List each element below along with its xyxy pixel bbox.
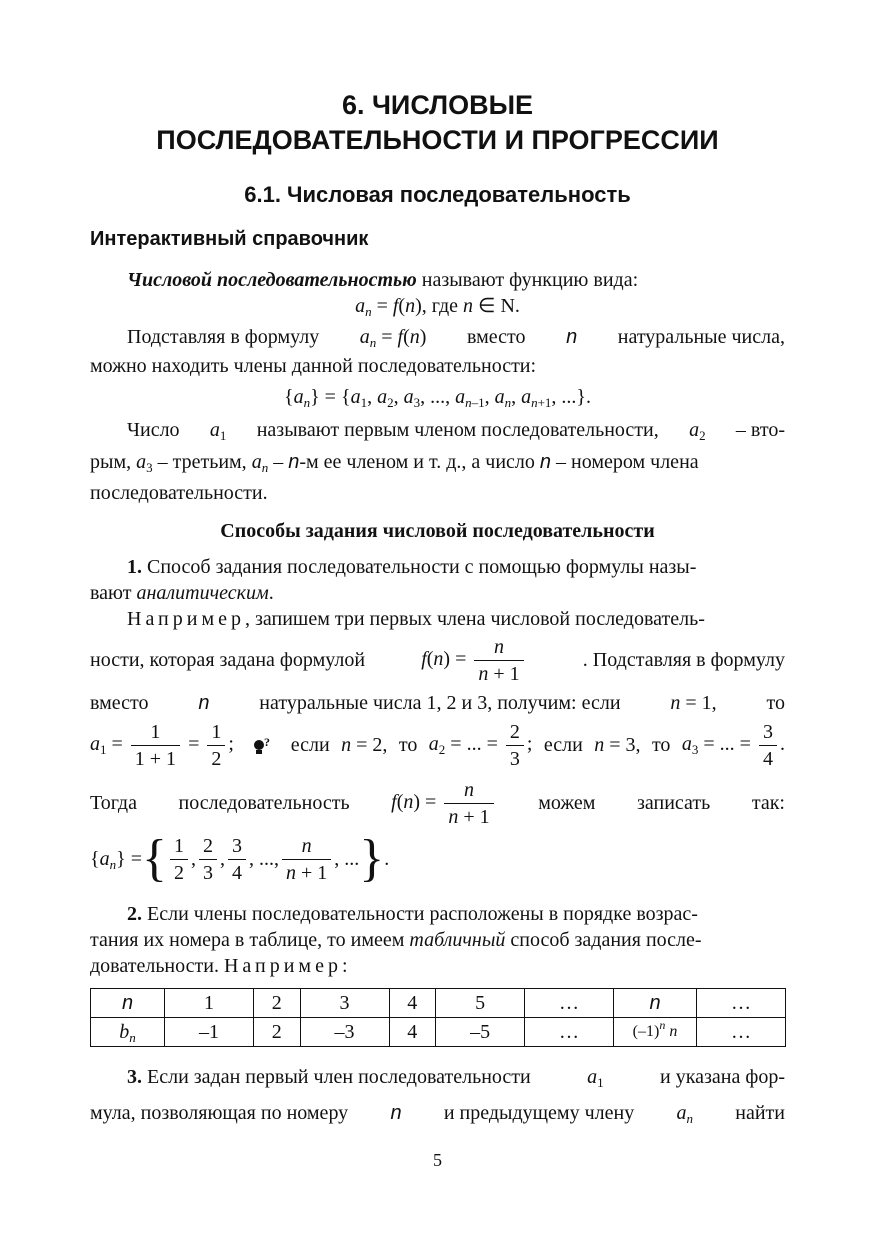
method1-term: аналитическим xyxy=(136,582,269,604)
method3-text-1: Если задан первый член последовательности xyxy=(147,1066,531,1088)
formula-where: , где xyxy=(421,295,459,317)
example1-formula: f(n) = $\frac{n}{n + 1}$ xyxy=(421,637,526,684)
table-cell: –5 xyxy=(436,1018,525,1047)
table-cell: –1 xyxy=(165,1018,254,1047)
then-word-2: то xyxy=(651,734,671,756)
example1-text-10: записать xyxy=(637,792,711,814)
table-cell: –3 xyxy=(300,1018,389,1047)
p3-text-3: – вто- xyxy=(735,419,785,441)
p2-n: n xyxy=(566,326,578,348)
table-cell: … xyxy=(525,1018,614,1047)
method2-text-4: довательности. xyxy=(90,955,219,977)
example1-text-3: . Подставляя в формулу xyxy=(582,649,785,671)
substitution-line2: можно находить члены данной последовательности: xyxy=(90,355,537,377)
method1-line1 xyxy=(127,556,785,579)
table-cell: n xyxy=(91,989,165,1018)
method1-dot: . xyxy=(268,582,274,604)
table-cell: … xyxy=(525,989,614,1018)
svg-text:?: ? xyxy=(264,735,271,749)
example-word-2: Например xyxy=(223,955,342,977)
example1-text-11: так: xyxy=(751,792,785,814)
a3-calc: $a_3$ = ... = $\frac{3}{4}$ . xyxy=(681,721,785,770)
section-title: 6.1. Числовая последовательность xyxy=(244,182,631,207)
example1-text-4: вместо xyxy=(90,692,149,714)
method2-text-3: способ задания после- xyxy=(510,929,702,951)
table-cell: 4 xyxy=(389,1018,436,1047)
method1-line2 xyxy=(90,582,785,605)
definition-text: называют функцию вида: xyxy=(416,269,639,291)
example1-text-5: натуральные числа 1, 2 и 3, получим: если xyxy=(259,692,621,714)
p3-a1: $a_1$ xyxy=(209,419,227,443)
example1-text-7: Тогда xyxy=(90,792,137,814)
example1-text-9: можем xyxy=(538,792,596,814)
table-cell: 1 xyxy=(165,989,254,1018)
table-cell: n xyxy=(614,989,697,1018)
p3-a2: $a_2$ xyxy=(689,419,706,443)
definition-formula: $a_n = f(n)$, где n ∈ N. xyxy=(355,295,520,319)
table-row xyxy=(91,989,786,1018)
subsection-title: Интерактивный справочник xyxy=(90,228,369,250)
method3-number: 3. xyxy=(127,1066,142,1088)
example1-text-8: последовательность xyxy=(178,792,350,814)
method3-line1: 3. Если задан первый член последовательности $a_1$ и указана фор- xyxy=(127,1066,785,1090)
p2-text-2: вместо xyxy=(467,326,526,348)
p2-text-3: натуральные числа, xyxy=(617,326,785,348)
method2-line2 xyxy=(90,929,785,952)
example1-text-6: то xyxy=(766,692,785,714)
method1-text-2: вают xyxy=(90,582,132,604)
example1-text-1: , запишем три первых члена числовой последователь- xyxy=(245,608,705,630)
example1-text-2: ности, которая задана формулой xyxy=(90,649,366,671)
sequence-set: $\{a_n\}$ = { $\frac{1}{2}$ , $\frac{2}{3}$ , $\frac{3}{4}$ , ..., $\frac{n}{n + 1}$ , ... } . xyxy=(90,830,390,887)
table-cell: $b_n$ xyxy=(91,1018,165,1047)
table-cell: 3 xyxy=(300,989,389,1018)
method3-text-3: мула, позволяющая по номеру xyxy=(90,1102,349,1124)
a2-calc: $a_2$ = ... = $\frac{2}{3}$ ; xyxy=(428,721,533,770)
table-cell: 4 xyxy=(389,989,436,1018)
method2-line3: довательности. Например: xyxy=(90,955,348,977)
table-cell: 2 xyxy=(253,1018,300,1047)
table-cell: … xyxy=(697,1018,786,1047)
p2-formula: $a_n = f(n)$ xyxy=(359,326,427,350)
methods-title: Способы задания числовой последовательности xyxy=(220,520,655,542)
method3-text-5: найти xyxy=(735,1102,785,1124)
method2-number: 2. xyxy=(127,903,142,925)
p3-text-6: -м ее членом и т. д., а число xyxy=(299,451,535,473)
method3-text-4: и предыдущему члену xyxy=(443,1102,635,1124)
p3-text-2: называют первым членом последовательности, xyxy=(256,419,659,441)
hint-bulb-icon[interactable] xyxy=(251,736,273,756)
example1-line5 xyxy=(90,780,785,827)
definition-paragraph xyxy=(127,266,785,294)
method1-text: Способ задания последовательности с помощью формулы назы- xyxy=(147,556,697,578)
example1-line4: $a_1$ = $\frac{1}{1 + 1}$ = $\frac{1}{2}$ ; ? если n = 2, то $a_2$ = ... = $\frac{2}{3}$ ; если n = 3, то $a_3$ = ... = $\frac{3}{4}$ . xyxy=(90,721,785,770)
sequence-formula: $\{a_n\} = \{a_1$, $a_2$, $a_3$, ..., $a_{n-1}$, $a_n$, $a_{n+1}$, ...}. xyxy=(283,386,592,410)
terms-line3: последовательности. xyxy=(90,482,268,504)
p3-text-1: Число xyxy=(127,419,180,441)
table-cell: … xyxy=(697,989,786,1018)
method3-text-2: и указана фор- xyxy=(660,1066,785,1088)
method1-number: 1. xyxy=(127,556,142,578)
example1-formula-2: f(n) = $\frac{n}{n + 1}$ xyxy=(391,780,496,827)
if-word-1: если xyxy=(290,734,330,756)
p2-text-1: Подставляя в формулу xyxy=(127,326,320,348)
p3-text-5: – третьим, xyxy=(157,451,247,473)
definition-term: Числовой последовательностью xyxy=(127,269,417,291)
chapter-title xyxy=(0,88,875,158)
chapter-title-line1: 6. ЧИСЛОВЫЕ xyxy=(341,90,534,120)
p3-text-7: – номером члена xyxy=(556,451,699,473)
example-word: Например xyxy=(127,608,245,630)
table-cell: 2 xyxy=(253,989,300,1018)
table-cell: $(-1)^n$ n xyxy=(614,1018,697,1047)
substitution-line1 xyxy=(127,326,785,349)
example1-line3: вместо n натуральные числа 1, 2 и 3, получим: если n = 1, то xyxy=(90,692,785,714)
method3-line2: мула, позволяющая по номеру n и предыдущему члену $a_n$ найти xyxy=(90,1102,785,1126)
terms-line2: рым, $a_3$ – третьим, $a_n - n-м$ ее членом и т. д., а число n – номером члена xyxy=(90,451,699,475)
terms-line1 xyxy=(127,419,785,442)
table-cell: 5 xyxy=(436,989,525,1018)
a1-calc: $a_1$ = $\frac{1}{1 + 1}$ = $\frac{1}{2}$ ; xyxy=(90,721,234,770)
then-word-1: то xyxy=(398,734,418,756)
method2-line1 xyxy=(127,903,785,926)
chapter-title-line2: ПОСЛЕДОВАТЕЛЬНОСТИ И ПРОГРЕССИИ xyxy=(156,125,719,155)
sequence-table xyxy=(90,988,786,1047)
example1-line1 xyxy=(127,608,785,631)
method2-text-2: тания их номера в таблице, то имеем xyxy=(90,929,405,951)
page-number: 5 xyxy=(433,1150,442,1170)
if-word-2: если xyxy=(543,734,583,756)
method2-text-1: Если члены последовательности расположены в порядке возрас- xyxy=(147,903,698,925)
p3-text-4: рым, xyxy=(90,451,132,473)
method2-term: табличный xyxy=(409,929,506,951)
example1-line2 xyxy=(90,637,785,684)
table-row xyxy=(91,1018,786,1047)
